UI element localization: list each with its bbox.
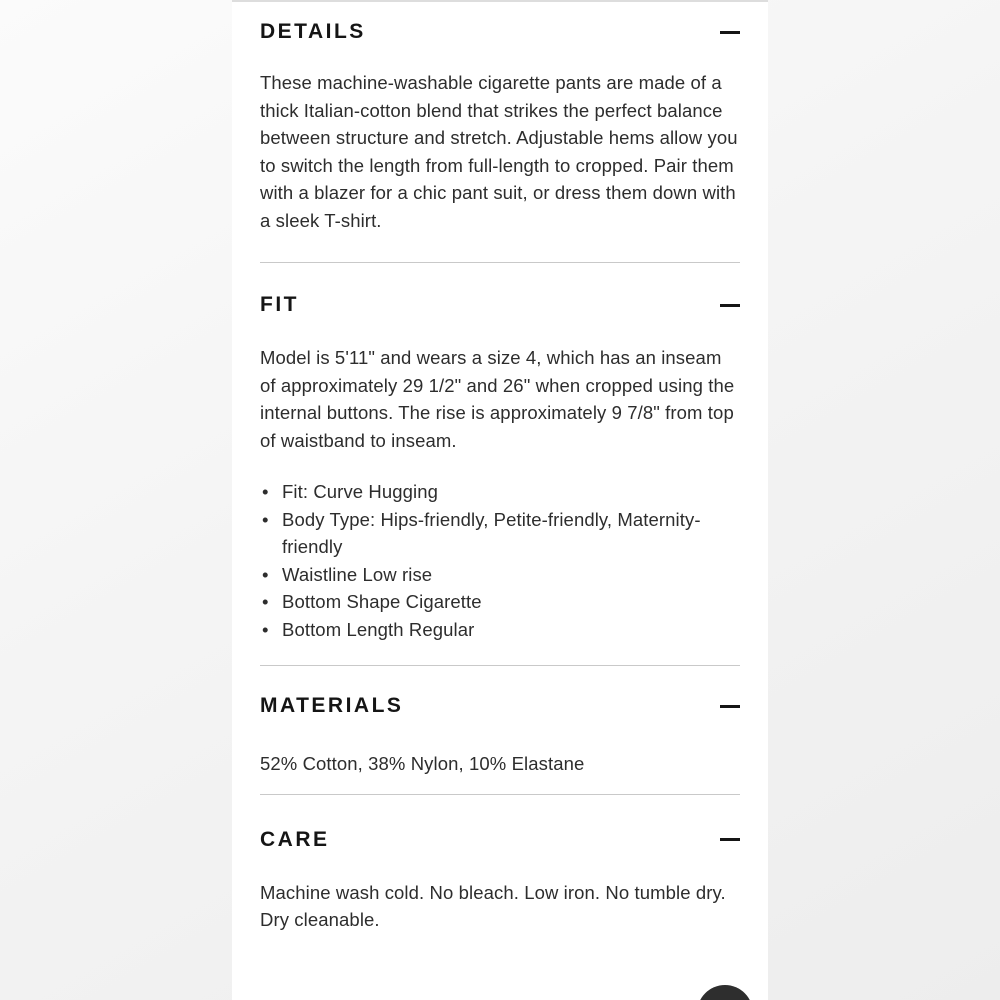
minus-icon[interactable] <box>720 31 740 34</box>
list-item: • Waistline Low rise <box>260 561 740 589</box>
accordion-header-care[interactable] <box>260 827 740 853</box>
list-item: • Fit: Curve Hugging <box>260 478 740 506</box>
minus-icon[interactable] <box>720 304 740 307</box>
list-item: • Body Type: Hips-friendly, Petite-friendly, Maternity-friendly <box>260 506 740 561</box>
list-item: • Bottom Shape Cigarette <box>260 588 740 616</box>
section-divider <box>260 262 740 263</box>
details-description: These machine-washable cigarette pants are made of a thick Italian-cotton blend that strikes the perfect balance between structure and stretch. Adjustable hems allow you to switch the length from full-length to cropped. Pair them with a blazer for a chic pant suit, or dress them down with a sleek T-shirt. <box>260 72 738 231</box>
section-divider <box>260 665 740 666</box>
section-title-care: CARE <box>260 827 330 851</box>
materials-description: 52% Cotton, 38% Nylon, 10% Elastane <box>260 753 585 774</box>
accordion-header-materials[interactable] <box>260 693 740 719</box>
product-info-panel <box>232 0 768 1000</box>
section-divider <box>260 794 740 795</box>
accordion-header-details[interactable] <box>260 2 740 45</box>
fit-spec-list <box>260 478 740 643</box>
section-title-details: DETAILS <box>260 20 366 43</box>
section-title-fit: FIT <box>260 293 299 316</box>
list-item: • Bottom Length Regular <box>260 616 740 644</box>
section-title-materials: MATERIALS <box>260 694 404 717</box>
accordion-header-fit[interactable] <box>260 292 740 318</box>
care-description: Machine wash cold. No bleach. Low iron. No tumble dry. Dry cleanable. <box>260 881 726 930</box>
minus-icon[interactable] <box>720 838 740 841</box>
fit-description: Model is 5'11" and wears a size 4, which has an inseam of approximately 29 1/2" and 26" when cropped using the internal buttons. The rise is approximately 9 7/8" from top of waistband to inseam. <box>260 347 735 451</box>
minus-icon[interactable] <box>720 705 740 708</box>
